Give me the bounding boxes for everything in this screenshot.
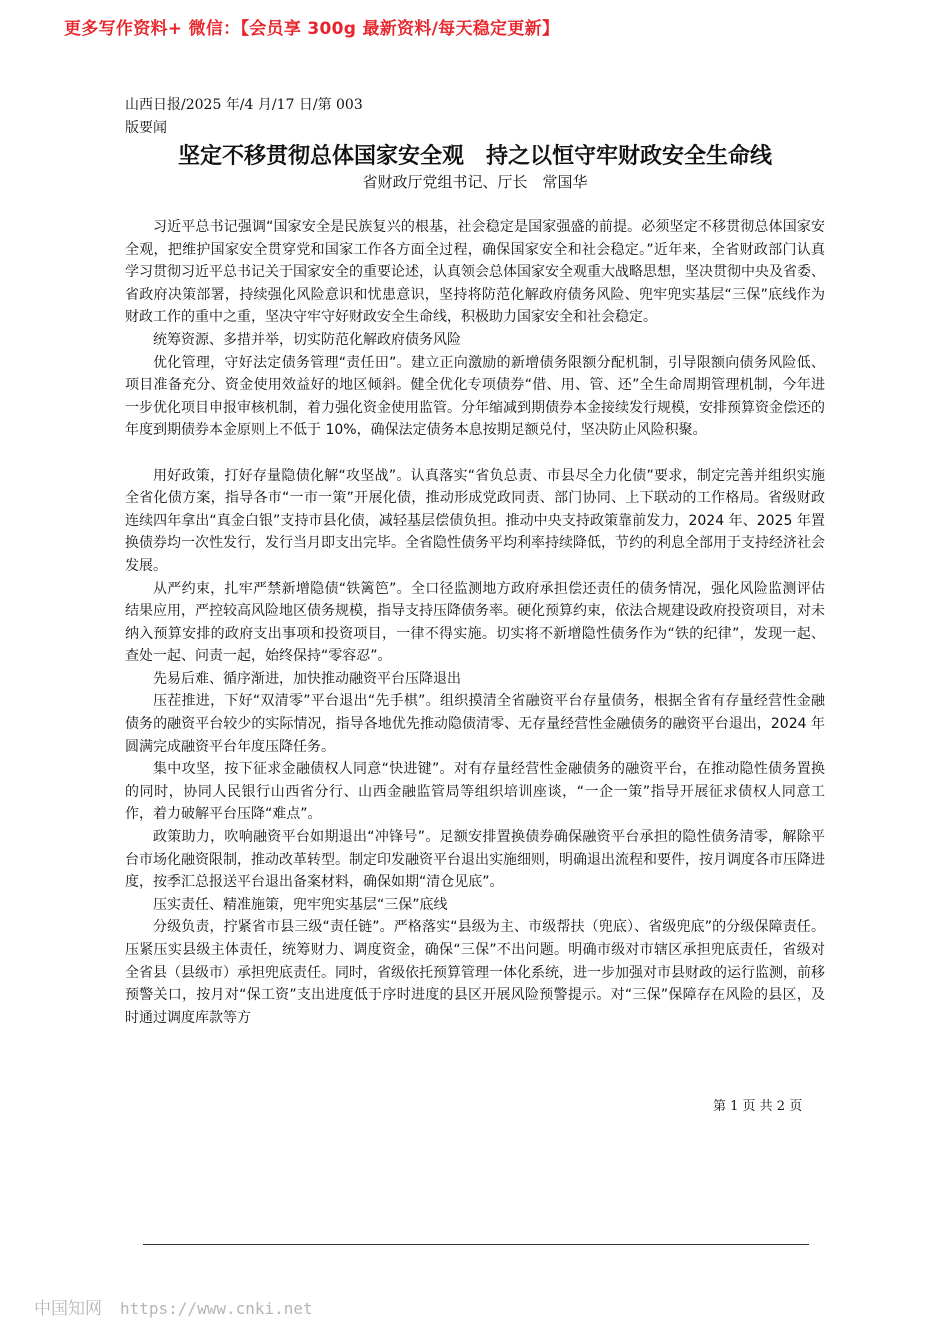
section-heading: 压实责任、精准施策，兜牢兜实基层“三保”底线 <box>153 896 448 913</box>
paragraph: 用好政策，打好存量隐债化解“攻坚战”。认真落实“省负总责、市县尽全力化债”要求，制定完善并组织实施全省化债方案，指导各市“一市一策”开展化债，推动形成党政同责、部门协同、上下联动的工作格局。省级财政连续四年拿出“真金白银”支持市县化债，减轻基层偿债负担。推动中央支持政策靠前发力，2024 年、2025 年置换债券均一次性发行，发行当月即支出完毕。全省隐性债务平均利率持续降低，节约的利息全部用于支持经济社会发展。 <box>125 467 825 574</box>
paragraph: 压茬推进，下好“双清零”平台退出“先手棋”。组织摸清全省融资平台存量债务，根据全省有存量经营性金融债务的融资平台较少的实际情况，指导各地优先推动隐债清零、无存量经营性金融债务的融资平台退出，2024 年圆满完成融资平台年度压降任务。 <box>125 693 825 755</box>
page-number: 第 1 页 共 2 页 <box>713 1099 803 1114</box>
section-heading: 统筹资源、多措并举，切实防范化解政府债务风险 <box>153 331 461 348</box>
source-line-2: 版要闻 <box>125 120 167 136</box>
cnki-watermark <box>34 1294 313 1319</box>
article-title: 坚定不移贯彻总体国家安全观 持之以恒守牢财政安全生命线 <box>177 144 772 169</box>
paragraph: 政策助力，吹响融资平台如期退出“冲锋号”。足额安排置换债券确保融资平台承担的隐性债务清零，解除平台市场化融资限制，推动改革转型。制定印发融资平台退出实施细则，明确退出流程和要件，按月调度各市压降进度，按季汇总报送平台退出备案材料，确保如期“清仓见底”。 <box>125 829 825 891</box>
article-body <box>125 216 825 1029</box>
source-info <box>125 94 363 140</box>
article-author: 省财政厅党组书记、厅长 常国华 <box>362 173 588 191</box>
paragraph: 集中攻坚，按下征求金融债权人同意“快进键”。对有存量经营性金融债务的融资平台，在推动隐性债务置换的同时，协同人民银行山西省分行、山西金融监管局等组织培训座谈，“一企一策”指导开展征求债权人同意工作，着力破解平台压降“难点”。 <box>125 761 825 823</box>
watermark-name: 中国知网 <box>34 1299 102 1319</box>
watermark-url[interactable]: https://www.cnki.net <box>120 1299 313 1318</box>
footer-divider <box>143 1244 809 1245</box>
paragraph: 习近平总书记强调“国家安全是民族复兴的根基，社会稳定是国家强盛的前提。必须坚定不移贯彻总体国家安全观，把维护国家安全贯穿党和国家工作各方面全过程，确保国家安全和社会稳定。”近年来，全省财政部门认真学习贯彻习近平总书记关于国家安全的重要论述，认真领会总体国家安全观重大战略思想，坚决贯彻中央及省委、省政府决策部署，持续强化风险意识和忧患意识，坚持将防范化解政府债务风险、兜牢兜实基层“三保”底线作为财政工作的重中之重，坚决守牢守好财政安全生命线，积极助力国家安全和社会稳定。 <box>125 219 825 326</box>
paragraph: 分级负责，拧紧省市县三级“责任链”。严格落实“县级为主、市级帮扶（兜底）、省级兜底”的分级保障责任。压紧压实县级主体责任，统筹财力、调度资金，确保“三保”不出问题。明确市级对市辖区承担兜底责任，省级对全省县（县级市）承担兜底责任。同时，省级依托预算管理一体化系统，进一步加强对市县财政的运行监测，前移预警关口，按月对“保工资”支出进度低于序时进度的县区开展风险预警提示。对“三保”保障存在风险的县区，及时通过调度库款等方 <box>125 919 825 1026</box>
paragraph: 优化管理，守好法定债务管理“责任田”。建立正向激励的新增债务限额分配机制，引导限额向债务风险低、项目准备充分、资金使用效益好的地区倾斜。健全优化专项债券“借、用、管、还”全生命周期管理机制，今年进一步优化项目申报审核机制，着力强化资金使用监管。分年缩减到期债券本金接续发行规模，安排预算资金偿还的年度到期债券本金原则上不低于 10%，确保法定债务本息按期足额兑付，坚决防止风险积聚。 <box>125 354 825 439</box>
section-heading: 先易后难、循序渐进，加快推动融资平台压降退出 <box>153 670 461 687</box>
paragraph: 从严约束，扎牢严禁新增隐债“铁篱笆”。全口径监测地方政府承担偿还责任的债务情况，强化风险监测评估结果应用，严控较高风险地区债务规模，指导支持压降债务率。硬化预算约束，依法合规建设政府投资项目，对未纳入预算安排的政府支出事项和投资项目，一律不得实施。切实将不新增隐性债务作为“铁的纪律”，发现一起、查处一起、问责一起，始终保持“零容忍”。 <box>125 580 825 665</box>
source-line-1: 山西日报/2025 年/4 月/17 日/第 003 <box>125 97 363 113</box>
promo-banner: 更多写作资料+ 微信：【会员享 300g 最新资料/每天稳定更新】 <box>64 19 560 39</box>
